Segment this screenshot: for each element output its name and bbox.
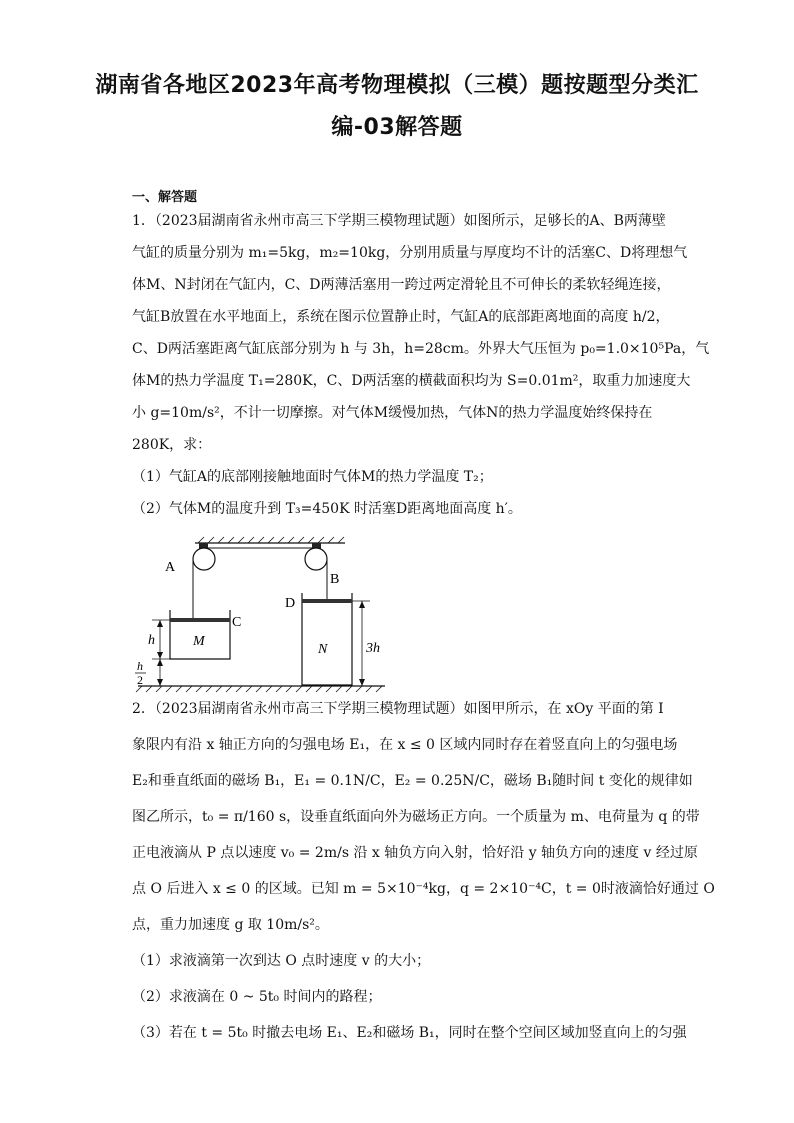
- text-line: 2．（2023届湖南省永州市高三下学期三模物理试题）如图甲所示，在 xOy 平面的第 I: [132, 701, 664, 717]
- text-line: （2）气体M的温度升到 T₃=450K 时活塞D距离地面高度 h′。: [132, 501, 522, 517]
- text-line: 280K，求：: [132, 437, 212, 453]
- text-line: （1）气缸A的底部刚接触地面时气体M的热力学温度 T₂；: [132, 469, 493, 485]
- text-line: 点 O 后进入 x ≤ 0 的区域。已知 m = 5×10⁻⁴kg，q = 2×10⁻⁴C，t = 0时液滴恰好通过 O: [132, 881, 715, 897]
- text-line: C、D两活塞距离气缸底部分别为 h 与 3h，h=28cm。外界大气压恒为 p₀=1.0×10⁵Pa，气: [132, 341, 710, 357]
- label-n: N: [318, 642, 328, 657]
- piston-d: [302, 599, 352, 603]
- label-half-num: h: [137, 659, 143, 673]
- ground-hatch: [136, 686, 382, 692]
- pulley-left: [193, 548, 215, 570]
- section-heading: 一、解答题: [132, 190, 198, 205]
- doc-title-line2: 编-03解答题: [331, 115, 463, 140]
- gas-cylinder-diagram: [130, 535, 390, 695]
- text-line: （1）求液滴第一次到达 O 点时速度 v 的大小；: [132, 953, 431, 969]
- text-line: E₂和垂直纸面的磁场 B₁，E₁ = 0.1N/C，E₂ = 0.25N/C，磁场 B₁随时间 t 变化的规律如: [132, 773, 693, 789]
- label-a: A: [165, 560, 176, 575]
- label-d: D: [285, 596, 296, 611]
- text-line: 气缸B放置在水平地面上，系统在图示位置静止时，气缸A的底部距离地面的高度 h/2，: [132, 309, 670, 325]
- text-line: （3）若在 t = 5t₀ 时撤去电场 E₁、E₂和磁场 B₁，同时在整个空间区域加竖直向上的匀强: [132, 1025, 687, 1041]
- dim-half-arrow-down: [157, 679, 163, 686]
- cylinder-b: [302, 593, 352, 685]
- text-line: 象限内有沿 x 轴正方向的匀强电场 E₁，在 x ≤ 0 区域内同时存在着竖直向上的匀强电场: [132, 737, 678, 753]
- label-3h: 3h: [366, 641, 380, 656]
- pulley-right: [305, 548, 327, 570]
- text-line: 正电液滴从 P 点以速度 v₀ = 2m/s 沿 x 轴负方向入射，恰好沿 y 轴负方向的速度 v 经过原: [132, 845, 698, 861]
- ceiling-hatch: [198, 537, 344, 543]
- text-line: 点，重力加速度 g 取 10m/s²。: [132, 917, 329, 933]
- doc-title-line1: 湖南省各地区2023年高考物理模拟（三模）题按题型分类汇: [95, 73, 699, 98]
- text-line: 体M的热力学温度 T₁=280K，C、D两活塞的横截面积均为 S=0.01m²，取重力加速度大: [132, 373, 691, 389]
- dim-3h-arrow-up: [359, 601, 365, 608]
- text-line: 气缸的质量分别为 m₁=5kg，m₂=10kg，分别用质量与厚度均不计的活塞C、D将理想气: [132, 245, 688, 261]
- text-line: （2）求液滴在 0 ~ 5t₀ 时间内的路程；: [132, 989, 382, 1005]
- label-half-den: 2: [137, 673, 143, 687]
- text-line: 1．（2023届湖南省永州市高三下学期三模物理试题）如图所示，足够长的A、B两薄壁: [132, 213, 666, 229]
- label-h: h: [148, 633, 155, 648]
- label-b: B: [330, 572, 340, 587]
- text-line: 图乙所示，t₀ = π/160 s，设垂直纸面向外为磁场正方向。一个质量为 m、电荷量为 q 的带: [132, 809, 700, 825]
- dim-3h-arrow-down: [359, 679, 365, 686]
- label-m: M: [193, 634, 205, 649]
- dim-h-arrow-down: [157, 652, 163, 659]
- dim-half-arrow-up: [157, 659, 163, 666]
- dim-h-arrow-up: [157, 620, 163, 627]
- text-line: 小 g=10m/s²，不计一切摩擦。对气体M缓慢加热，气体N的热力学温度始终保持在: [132, 405, 653, 421]
- text-line: 体M、N封闭在气缸内，C、D两薄活塞用一跨过两定滑轮且不可伸长的柔软轻绳连接，: [132, 277, 671, 293]
- label-c: C: [232, 615, 242, 630]
- piston-c: [170, 618, 230, 622]
